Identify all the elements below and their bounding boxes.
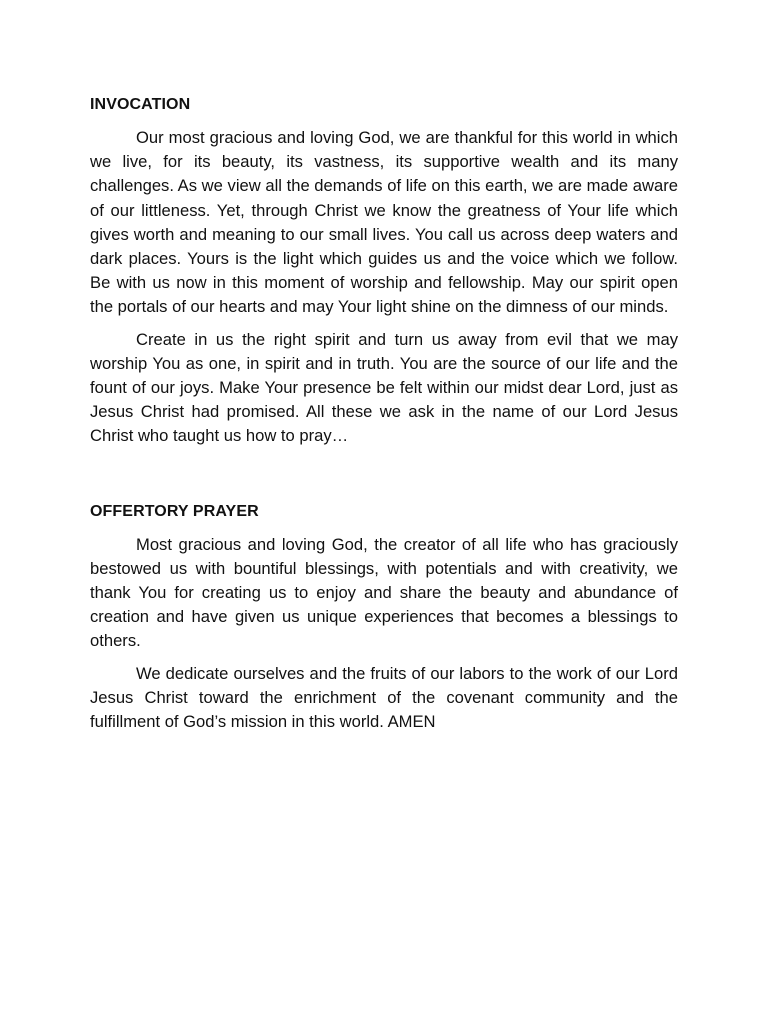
invocation-paragraph-2: Create in us the right spirit and turn us away from evil that we may worship You as one, in spirit and in truth. You are the source of our life and the fount of our joys. Make Your presence be felt within our midst dear Lord, just as Jesus Christ had promised. All these we ask in the name of our Lord Jesus Christ who taught us how to pray… [90, 329, 678, 446]
offertory-paragraph-1: Most gracious and loving God, the creator of all life who has graciously bestowed us with bountiful blessings, with potentials and with creativity, we thank You for creating us to enjoy and share the beauty and abundance of creation and have given us unique experiences that becomes a blessings to others. [90, 534, 678, 651]
document-page [90, 94, 678, 742]
offertory-paragraph-2: We dedicate ourselves and the fruits of our labors to the work of our Lord Jesus Christ toward the enrichment of the covenant community and the fulfillment of God’s mission in this world. AMEN [90, 663, 678, 732]
invocation-heading: INVOCATION [90, 96, 191, 113]
invocation-paragraph-1: Our most gracious and loving God, we are thankful for this world in which we live, for its beauty, its vastness, its supportive wealth and its many challenges. As we view all the demands of life on this earth, we are made aware of our littleness. Yet, through Christ we know the greatness of Your life which gives worth and meaning to our small lives. You call us across deep waters and dark places. Yours is the light which guides us and the voice which we follow. Be with us now in this moment of worship and fellowship. May our spirit open the portals of our hearts and may Your light shine on the dimness of our minds. [90, 128, 678, 317]
section-spacer [90, 457, 678, 501]
invocation-section [90, 94, 678, 449]
offertory-prayer-section [90, 501, 678, 735]
offertory-prayer-heading: OFFERTORY PRAYER [90, 502, 259, 520]
